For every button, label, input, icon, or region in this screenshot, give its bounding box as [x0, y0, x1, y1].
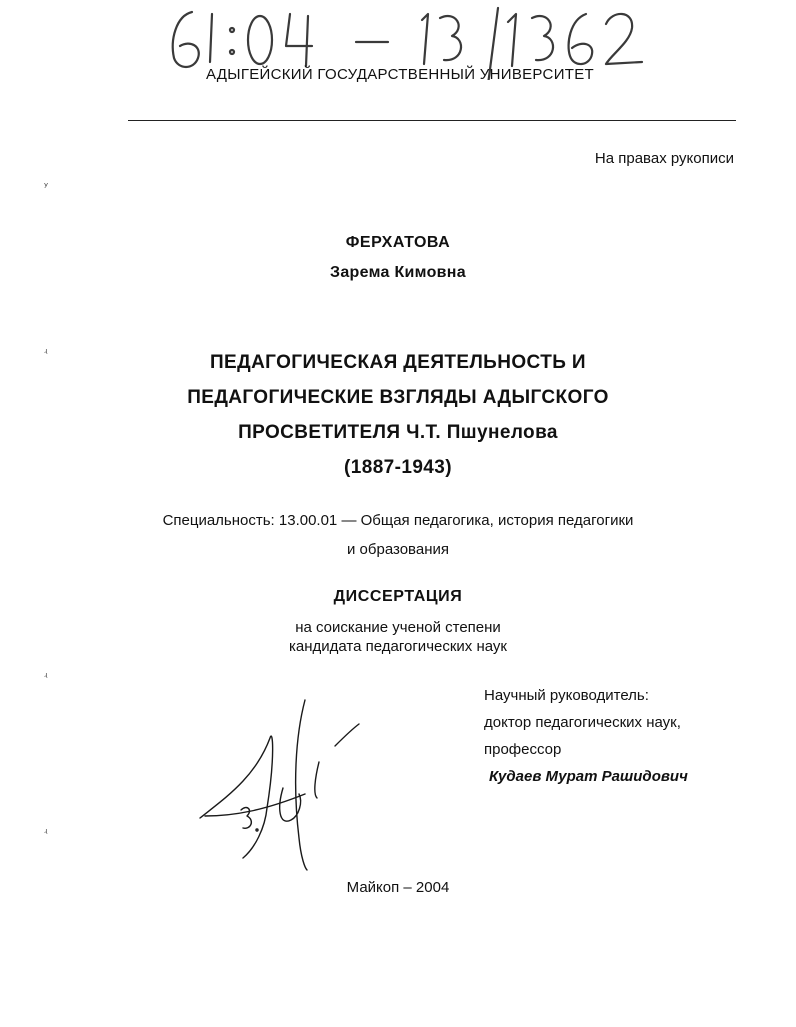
- author-surname: ФЕРХАТОВА: [345, 234, 451, 251]
- advisor-degree: доктор педагогических наук,: [484, 714, 681, 731]
- title-line: ПРОСВЕТИТЕЛЯ Ч.Т. Пшунелова: [238, 422, 558, 443]
- title-years: (1887-1943): [344, 457, 452, 478]
- scan-speck: ʸ: [44, 180, 49, 193]
- title-line: ПЕДАГОГИЧЕСКИЕ ВЗГЛЯДЫ АДЫГСКОГО: [187, 387, 609, 408]
- dissertation-title: [0, 345, 796, 485]
- scan-speck: ʵ: [44, 670, 48, 683]
- specialty-line: Специальность: 13.00.01 — Общая педагогика, история педагогики: [162, 512, 634, 529]
- manuscript-note: На правах рукописи: [594, 150, 734, 167]
- author-given-names: Зарема Кимовна: [330, 264, 466, 281]
- city-year: Майкоп – 2004: [346, 879, 450, 896]
- advisor-label: Научный руководитель:: [484, 687, 649, 704]
- specialty-line: и образования: [347, 541, 449, 558]
- university-name: АДЫГЕЙСКИЙ ГОСУДАРСТВЕННЫЙ УНИВЕРСИТЕТ: [205, 66, 595, 83]
- header-divider: [128, 120, 736, 121]
- advisor-name: Кудаев Мурат Рашидович: [489, 768, 688, 785]
- degree-line: на соискание ученой степени: [295, 619, 501, 636]
- degree-line: кандидата педагогических наук: [289, 638, 507, 655]
- advisor-rank: профессор: [484, 741, 562, 758]
- advisor-block: [484, 682, 688, 790]
- scan-speck: ʵ: [44, 346, 48, 359]
- degree-sought: [0, 618, 796, 656]
- signature: [195, 698, 370, 873]
- specialty: [0, 506, 796, 564]
- title-line: ПЕДАГОГИЧЕСКАЯ ДЕЯТЕЛЬНОСТЬ И: [210, 352, 586, 373]
- scan-speck: ʵ: [44, 826, 48, 839]
- dissertation-heading: ДИССЕРТАЦИЯ: [333, 588, 463, 605]
